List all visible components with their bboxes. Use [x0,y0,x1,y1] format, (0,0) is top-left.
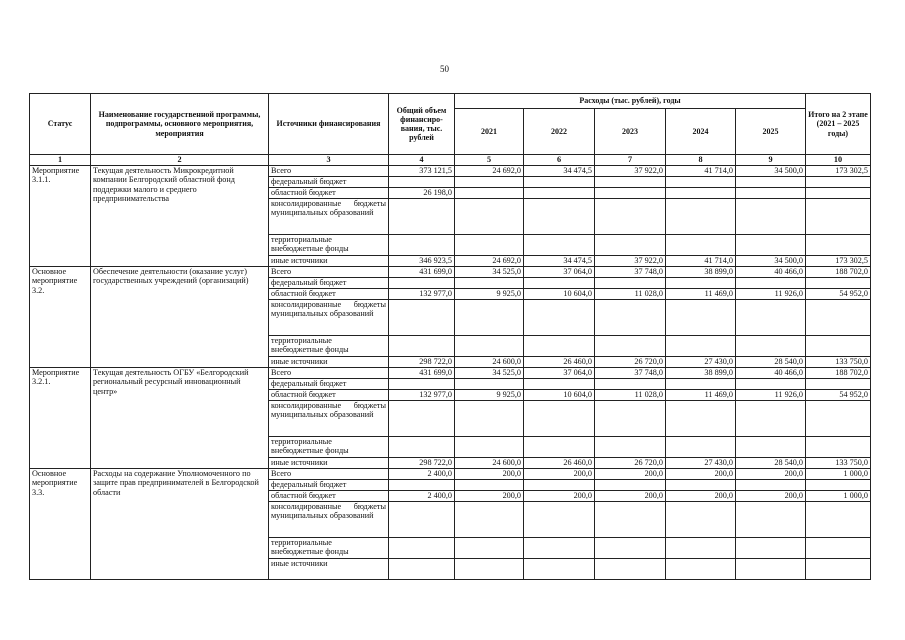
amount-cell [806,300,871,336]
amount-cell: 41 714,0 [666,256,736,267]
amount-cell: 200,0 [524,469,595,480]
amount-cell: 298 722,0 [389,357,455,368]
amount-cell: 200,0 [736,491,806,502]
amount-cell [455,336,524,357]
amount-cell [595,480,666,491]
column-number: 3 [269,155,389,166]
header-year: 2025 [736,109,806,155]
amount-cell [524,559,595,580]
row-name: Текущая деятельность ОГБУ «Белгородский региональный ресурсный инновационный центр» [91,368,269,469]
column-number: 10 [806,155,871,166]
amount-cell [389,199,455,235]
amount-cell [389,538,455,559]
amount-cell: 37 922,0 [595,256,666,267]
amount-cell: 2 400,0 [389,491,455,502]
table-row [30,469,871,480]
funding-source: иные источники [269,256,389,267]
amount-cell [736,300,806,336]
header-year: 2021 [455,109,524,155]
funding-source: территориальные внебюджетные фонды [269,235,389,256]
amount-cell: 11 469,0 [666,390,736,401]
amount-cell [666,199,736,235]
amount-cell [666,379,736,390]
amount-cell [736,188,806,199]
column-number: 8 [666,155,736,166]
amount-cell: 37 064,0 [524,267,595,278]
amount-cell [455,538,524,559]
amount-cell [666,559,736,580]
amount-cell [524,199,595,235]
funding-source: Всего [269,469,389,480]
amount-cell: 27 430,0 [666,357,736,368]
amount-cell: 188 702,0 [806,368,871,379]
amount-cell [455,401,524,437]
amount-cell [455,379,524,390]
amount-cell: 10 604,0 [524,289,595,300]
funding-source: федеральный бюджет [269,480,389,491]
amount-cell [524,401,595,437]
amount-cell: 9 925,0 [455,390,524,401]
amount-cell [806,538,871,559]
amount-cell [666,188,736,199]
amount-cell [666,401,736,437]
funding-source: областной бюджет [269,390,389,401]
amount-cell: 1 000,0 [806,469,871,480]
amount-cell [455,300,524,336]
amount-cell: 132 977,0 [389,390,455,401]
amount-cell: 1 000,0 [806,491,871,502]
amount-cell [389,177,455,188]
amount-cell: 132 977,0 [389,289,455,300]
funding-source: областной бюджет [269,188,389,199]
amount-cell [595,401,666,437]
column-number: 9 [736,155,806,166]
amount-cell [736,538,806,559]
amount-cell [666,437,736,458]
funding-source: иные источники [269,458,389,469]
amount-cell: 34 525,0 [455,368,524,379]
funding-source: территориальные внебюджетные фонды [269,538,389,559]
amount-cell: 200,0 [595,491,666,502]
amount-cell: 9 925,0 [455,289,524,300]
amount-cell [455,177,524,188]
amount-cell [736,480,806,491]
row-status: Основное мероприятие 3.2. [30,267,91,368]
amount-cell: 11 028,0 [595,289,666,300]
amount-cell [595,379,666,390]
amount-cell [806,559,871,580]
page-number: 50 [440,64,449,74]
amount-cell [806,188,871,199]
row-name: Обеспечение деятельности (оказание услуг) государственных учреждений (организаций) [91,267,269,368]
amount-cell [806,502,871,538]
amount-cell [806,177,871,188]
amount-cell: 24 692,0 [455,256,524,267]
table-row [30,166,871,177]
column-number: 7 [595,155,666,166]
budget-table [29,93,871,580]
amount-cell: 298 722,0 [389,458,455,469]
amount-cell [736,559,806,580]
column-number: 4 [389,155,455,166]
amount-cell [389,480,455,491]
header-year: 2022 [524,109,595,155]
funding-source: территориальные внебюджетные фонды [269,336,389,357]
funding-source: консолидированные бюджеты муниципальных образований [269,300,389,336]
amount-cell [595,188,666,199]
amount-cell: 40 466,0 [736,368,806,379]
amount-cell [806,235,871,256]
amount-cell [389,559,455,580]
funding-source: областной бюджет [269,491,389,502]
amount-cell: 38 899,0 [666,267,736,278]
amount-cell: 34 500,0 [736,166,806,177]
column-number: 5 [455,155,524,166]
amount-cell [736,437,806,458]
amount-cell [806,336,871,357]
amount-cell [524,336,595,357]
amount-cell: 133 750,0 [806,458,871,469]
amount-cell [524,177,595,188]
amount-cell [595,538,666,559]
amount-cell [455,235,524,256]
amount-cell: 173 302,5 [806,256,871,267]
amount-cell [666,336,736,357]
column-number: 1 [30,155,91,166]
amount-cell: 37 064,0 [524,368,595,379]
funding-source: Всего [269,267,389,278]
amount-cell: 34 500,0 [736,256,806,267]
amount-cell: 28 540,0 [736,357,806,368]
header-expenses: Расходы (тыс. рублей), годы [455,94,806,109]
funding-source: областной бюджет [269,289,389,300]
amount-cell [736,401,806,437]
amount-cell [455,437,524,458]
amount-cell: 173 302,5 [806,166,871,177]
header-status: Статус [30,94,91,155]
funding-source: консолидированные бюджеты муниципальных образований [269,401,389,437]
amount-cell: 34 474,5 [524,166,595,177]
funding-source: консолидированные бюджеты муниципальных образований [269,199,389,235]
header-year: 2024 [666,109,736,155]
amount-cell: 40 466,0 [736,267,806,278]
amount-cell [595,235,666,256]
funding-source: федеральный бюджет [269,379,389,390]
amount-cell [389,379,455,390]
funding-source: консолидированные бюджеты муниципальных образований [269,502,389,538]
amount-cell [666,177,736,188]
amount-cell [806,278,871,289]
funding-source: территориальные внебюджетные фонды [269,437,389,458]
amount-cell [455,278,524,289]
amount-cell [595,336,666,357]
column-number: 2 [91,155,269,166]
amount-cell [595,278,666,289]
funding-source: иные источники [269,357,389,368]
amount-cell [389,437,455,458]
amount-cell [455,502,524,538]
amount-cell [736,177,806,188]
amount-cell: 26 720,0 [595,458,666,469]
amount-cell: 431 699,0 [389,368,455,379]
amount-cell: 188 702,0 [806,267,871,278]
amount-cell [806,199,871,235]
amount-cell [524,278,595,289]
amount-cell [389,336,455,357]
amount-cell [806,480,871,491]
amount-cell: 34 525,0 [455,267,524,278]
row-status: Основное мероприятие 3.3. [30,469,91,580]
amount-cell: 11 926,0 [736,289,806,300]
amount-cell [389,401,455,437]
amount-cell [524,235,595,256]
amount-cell: 24 600,0 [455,357,524,368]
amount-cell: 200,0 [666,491,736,502]
amount-cell [455,480,524,491]
amount-cell: 26 460,0 [524,357,595,368]
amount-cell [524,379,595,390]
amount-cell [389,502,455,538]
amount-cell: 200,0 [666,469,736,480]
amount-cell: 37 748,0 [595,368,666,379]
table-row [30,368,871,379]
funding-source: Всего [269,166,389,177]
amount-cell [595,559,666,580]
row-status: Мероприятие 3.2.1. [30,368,91,469]
amount-cell [595,300,666,336]
amount-cell: 37 922,0 [595,166,666,177]
amount-cell: 24 600,0 [455,458,524,469]
amount-cell: 2 400,0 [389,469,455,480]
header-total: Общий объем финансиро-вания, тыс. рублей [389,94,455,155]
amount-cell [389,300,455,336]
amount-cell: 200,0 [736,469,806,480]
amount-cell: 200,0 [455,469,524,480]
amount-cell [806,379,871,390]
row-status: Мероприятие 3.1.1. [30,166,91,267]
amount-cell [595,177,666,188]
amount-cell [389,278,455,289]
amount-cell: 11 926,0 [736,390,806,401]
amount-cell [736,235,806,256]
amount-cell: 11 028,0 [595,390,666,401]
amount-cell: 34 474,5 [524,256,595,267]
amount-cell [666,502,736,538]
amount-cell: 431 699,0 [389,267,455,278]
amount-cell [736,199,806,235]
row-name: Расходы на содержание Уполномоченного по защите прав предпринимателей в Белгородской области [91,469,269,580]
amount-cell: 54 952,0 [806,390,871,401]
amount-cell: 200,0 [455,491,524,502]
column-number: 6 [524,155,595,166]
amount-cell [666,235,736,256]
amount-cell: 54 952,0 [806,289,871,300]
funding-source: иные источники [269,559,389,580]
row-name: Текущая деятельность Микрокредитной компании Белгородский областной фонд поддержки малого и среднего предпринимательства [91,166,269,267]
funding-source: Всего [269,368,389,379]
header-year: 2023 [595,109,666,155]
amount-cell [455,188,524,199]
amount-cell [595,502,666,538]
amount-cell: 27 430,0 [666,458,736,469]
amount-cell [666,278,736,289]
amount-cell [666,538,736,559]
header-stage-total: Итого на 2 этапе (2021 – 2025 годы) [806,94,871,155]
amount-cell [389,235,455,256]
amount-cell: 24 692,0 [455,166,524,177]
amount-cell [524,480,595,491]
amount-cell [524,538,595,559]
amount-cell: 38 899,0 [666,368,736,379]
header-name: Наименование государственной программы, подпрограммы, основного мероприятия, мероприятия [91,94,269,155]
amount-cell [524,437,595,458]
amount-cell: 200,0 [595,469,666,480]
amount-cell [455,199,524,235]
amount-cell [736,336,806,357]
amount-cell [806,401,871,437]
amount-cell [666,300,736,336]
header-sources: Источники финансирования [269,94,389,155]
funding-source: федеральный бюджет [269,278,389,289]
amount-cell: 26 198,0 [389,188,455,199]
amount-cell: 26 460,0 [524,458,595,469]
table-row [30,267,871,278]
amount-cell: 37 748,0 [595,267,666,278]
amount-cell [524,188,595,199]
amount-cell [595,437,666,458]
amount-cell: 133 750,0 [806,357,871,368]
amount-cell [524,502,595,538]
table-body [30,166,871,580]
amount-cell: 41 714,0 [666,166,736,177]
amount-cell [736,379,806,390]
amount-cell: 10 604,0 [524,390,595,401]
amount-cell: 373 121,5 [389,166,455,177]
amount-cell: 26 720,0 [595,357,666,368]
amount-cell [806,437,871,458]
amount-cell [595,199,666,235]
amount-cell [524,300,595,336]
amount-cell: 11 469,0 [666,289,736,300]
amount-cell: 200,0 [524,491,595,502]
amount-cell: 346 923,5 [389,256,455,267]
amount-cell [455,559,524,580]
amount-cell [666,480,736,491]
funding-source: федеральный бюджет [269,177,389,188]
amount-cell [736,278,806,289]
amount-cell: 28 540,0 [736,458,806,469]
amount-cell [736,502,806,538]
